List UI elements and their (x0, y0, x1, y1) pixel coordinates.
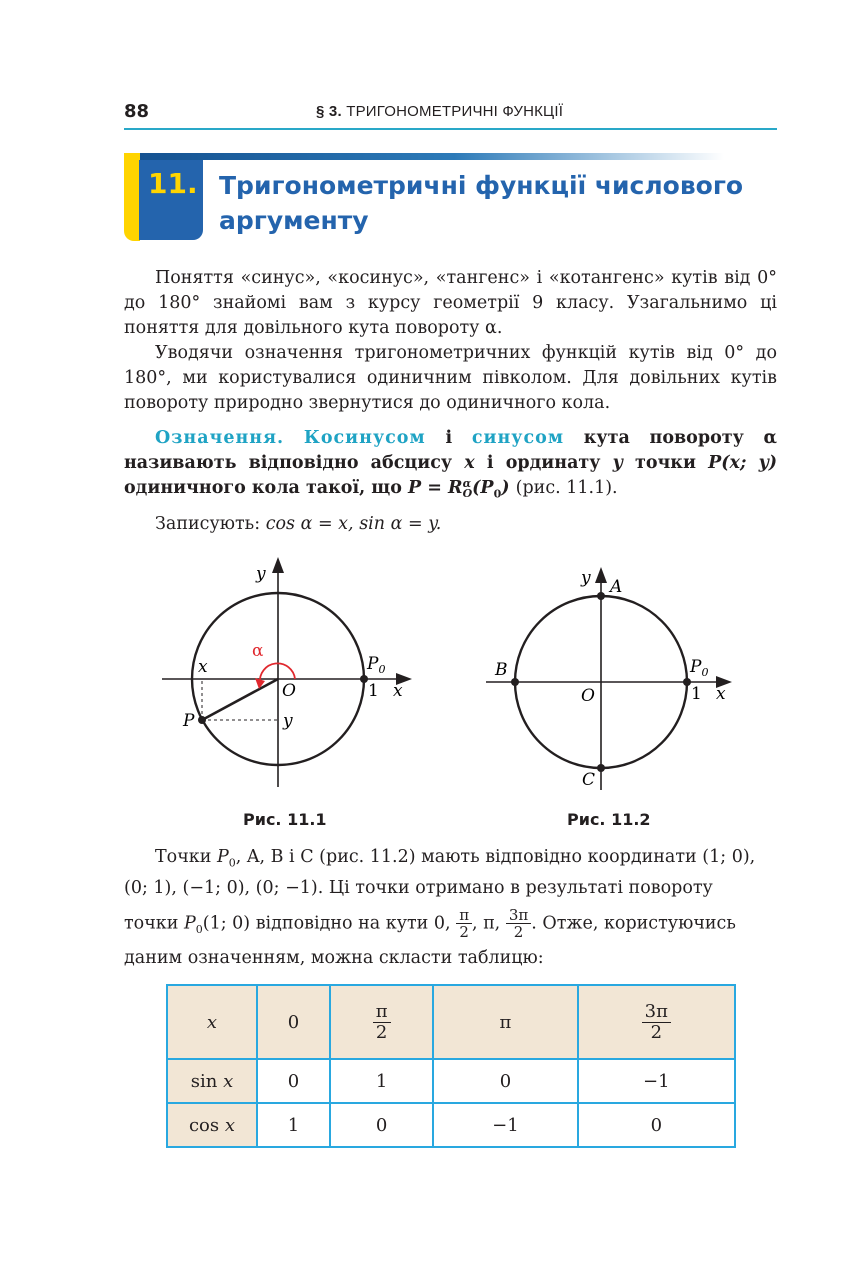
figure-11-2-caption: Рис. 11.2 (567, 810, 651, 829)
table-header-row (167, 985, 735, 1059)
alpha-label: α (252, 641, 264, 661)
points-paragraph: Точки $P_0$, A, B і C (рис. 11.2) мають відповідно координати (1; 0), (0; 1), (−1; 0), (0; −1). Ці точки отримано в результаті повороту точки $P_0(1$; 0) відповідно на кути 0, $\frac{\pi}{2}$ , π, $\frac{3\pi}{2}$ . Отже, користуючись даним означенням, можна скласти таблицю: (124, 847, 756, 968)
table-cell: 0 (330, 1103, 433, 1147)
figure-11-1 (150, 555, 420, 795)
p0-label: $P_0$ (690, 657, 709, 679)
table-row-label: cos x (167, 1103, 257, 1147)
table-cell: 0 (257, 1059, 330, 1103)
table-header-x: x (167, 985, 257, 1059)
figure-11-1-caption: Рис. 11.1 (243, 810, 327, 829)
rotation-formula: P = R α O $(P_0)$ (408, 476, 510, 501)
intro-paragraph-1: Поняття «синус», «косинус», «тангенс» і «котангенс» кутів від 0° до 180° знайомі вам з курсу геометрії 9 класу. Узагальнимо ці поняття для довільного кута повороту α. (124, 268, 777, 338)
title-band (124, 153, 724, 160)
table-row (167, 1059, 735, 1103)
one-label: 1 (368, 681, 379, 701)
page-title (219, 168, 779, 238)
x-projection-label: x (198, 657, 208, 677)
c-label: C (582, 770, 596, 790)
page-number: 88 (124, 101, 150, 122)
definition-paragraph: Означення. Косинусом і синусом кута повороту α називають відповідно абсцису x і ординату y точки P(x; y) одиничного кола такої, що P = R α O $(P_0)$ (рис. 11.1). (124, 428, 778, 501)
header-rule (124, 128, 777, 130)
point-p0 (683, 678, 691, 686)
table-cell: 1 (330, 1059, 433, 1103)
section-mark: § 3. (316, 103, 342, 120)
a-label: A (610, 577, 623, 597)
table-header-cell: $\frac{3\pi}{2}$ (578, 985, 735, 1059)
table-row (167, 1103, 735, 1147)
b-label: B (495, 660, 508, 680)
table-cell: −1 (433, 1103, 577, 1147)
y-projection-label: y (283, 711, 293, 731)
definition-label: Означення. (155, 428, 285, 448)
point-p (198, 716, 206, 724)
title-line-1: Тригонометричні функції числового (219, 171, 744, 200)
notation-line: Записують: cos α = x, sin α = y. (155, 514, 442, 534)
point-c (597, 764, 605, 772)
point-b (511, 678, 519, 686)
figure-11-2 (480, 555, 750, 795)
table-header-cell: π (433, 985, 577, 1059)
table-cell: 0 (578, 1103, 735, 1147)
point-p0 (360, 675, 368, 683)
running-header (316, 103, 563, 120)
origin-label: O (282, 681, 296, 701)
title-accent-bar (124, 153, 140, 241)
point-a (597, 592, 605, 600)
x-axis-label: x (716, 684, 726, 704)
title-line-2: аргументу (219, 206, 369, 235)
y-axis-label: y (581, 568, 591, 588)
intro-paragraph-2: Уводячи означення тригонометричних функцій кутів від 0° до 180°, ми користувалися одиничним півколом. Для довільних кутів повороту природно звернутися до одиничного кола. (124, 343, 777, 413)
p-label: P (183, 711, 195, 731)
radius-op (202, 679, 278, 720)
origin-label: O (581, 686, 595, 706)
table-cell: 1 (257, 1103, 330, 1147)
section-number: 11. (148, 167, 198, 200)
trig-values-table (166, 984, 736, 1148)
table-row-label: sin x (167, 1059, 257, 1103)
one-label: 1 (691, 684, 702, 704)
x-axis-label: x (393, 681, 403, 701)
p0-label: $P_0$ (367, 654, 386, 676)
section-title: ТРИГОНОМЕТРИЧНІ ФУНКЦІЇ (346, 103, 564, 120)
y-axis-label: y (256, 564, 266, 584)
table-cell: 0 (433, 1059, 577, 1103)
table-header-cell: $\frac{\pi}{2}$ (330, 985, 433, 1059)
table-header-cell: 0 (257, 985, 330, 1059)
table-cell: −1 (578, 1059, 735, 1103)
